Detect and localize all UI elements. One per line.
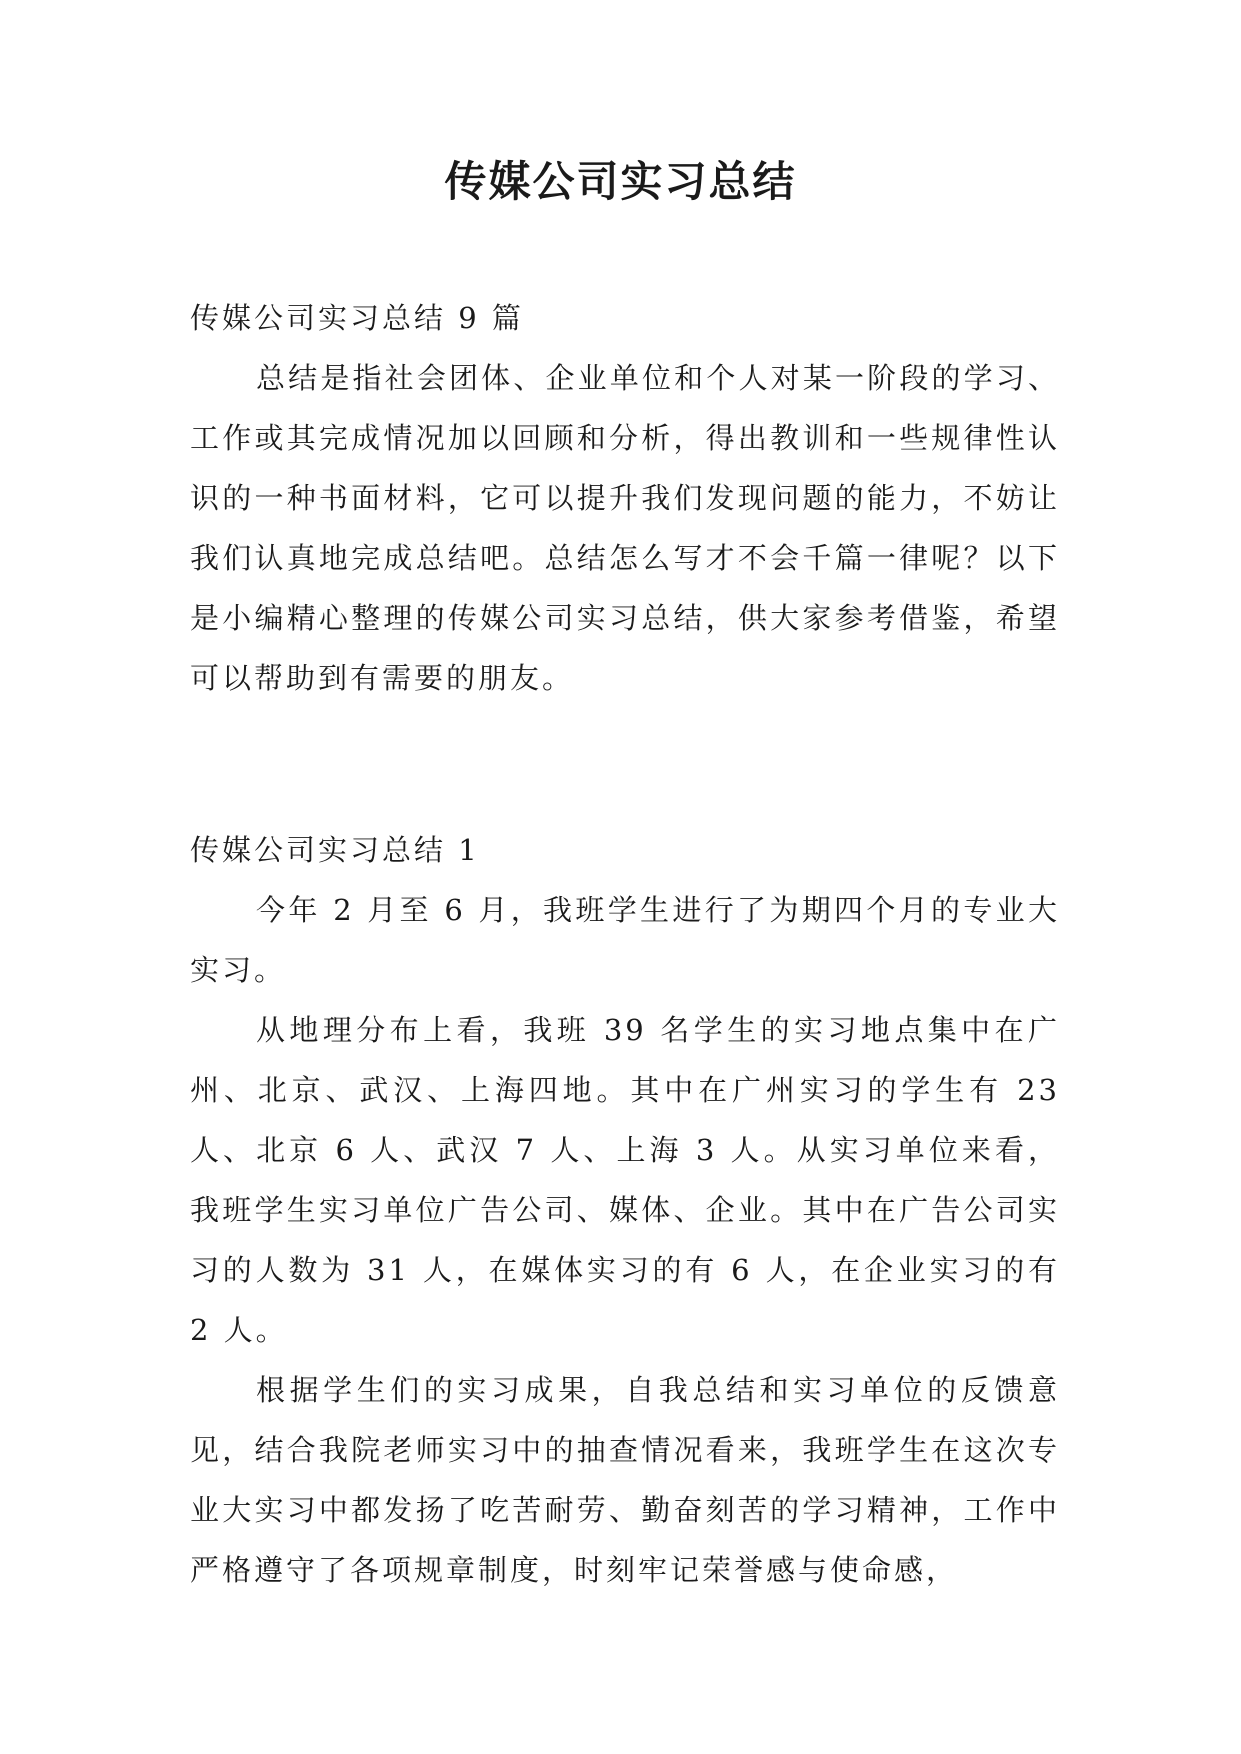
paragraph: 总结是指社会团体、企业单位和个人对某一阶段的学习、工作或其完成情况加以回顾和分析，得出教训和一些规律性认识的一种书面材料，它可以提升我们发现问题的能力，不妨让我们认真地完成总结吧。总结怎么写才不会千篇一律呢？以下是小编精心整理的传媒公司实习总结，供大家参考借鉴，希望可以帮助到有需要的朋友。 bbox=[190, 361, 1060, 695]
paragraph: 今年 2 月至 6 月，我班学生进行了为期四个月的专业大实习。 bbox=[190, 893, 1060, 987]
paragraph: 从地理分布上看，我班 39 名学生的实习地点集中在广州、北京、武汉、上海四地。其中在广州实习的学生有 23 人、北京 6 人、武汉 7 人、上海 3 人。从实习单位来看，我班学生实习单位广告公司、媒体、企业。其中在广告公司实习的人数为 31 人，在媒体实习的有 6 人，在企业实习的有 2 人。 bbox=[190, 1013, 1060, 1347]
section-heading: 传媒公司实习总结 9 篇 bbox=[190, 301, 524, 335]
section-heading: 传媒公司实习总结 1 bbox=[190, 833, 480, 867]
paragraph: 根据学生们的实习成果，自我总结和实习单位的反馈意见，结合我院老师实习中的抽查情况看来，我班学生在这次专业大实习中都发扬了吃苦耐劳、勤奋刻苦的学习精神，工作中严格遵守了各项规章制度，时刻牢记荣誉感与使命感， bbox=[190, 1373, 1060, 1587]
section-1 bbox=[190, 820, 1060, 1600]
section-intro bbox=[190, 288, 1060, 708]
page-title: 传媒公司实习总结 bbox=[444, 157, 797, 206]
